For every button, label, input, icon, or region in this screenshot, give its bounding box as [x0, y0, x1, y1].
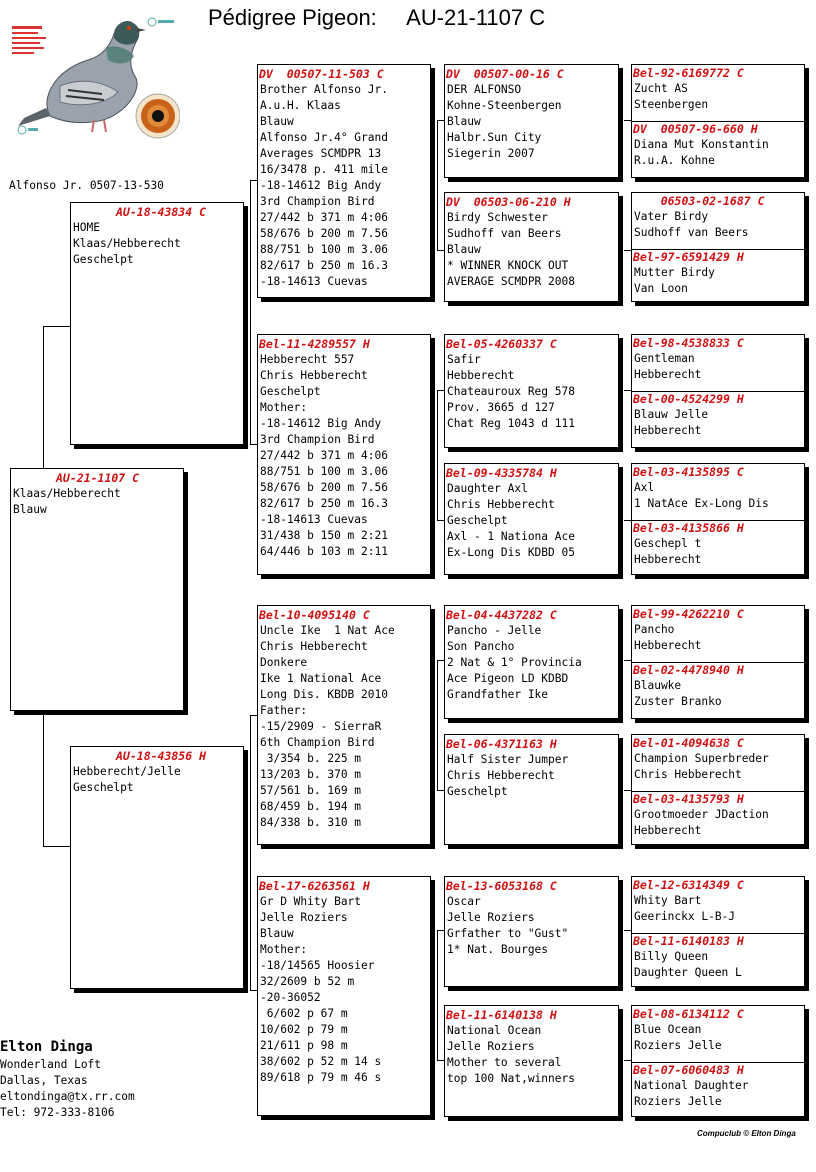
pigeon-info-line: Whity Bart [634, 894, 702, 907]
connector-line [250, 840, 251, 990]
pigeon-info-line: Birdy Schwester [447, 211, 549, 224]
pigeon-info-line: Jelle Roziers [447, 1040, 535, 1053]
pigeon-info-line: Chris Hebberecht [260, 369, 368, 382]
ring-number: Bel-13-6053168 C [446, 879, 557, 893]
pedigree-box-ssss [633, 66, 803, 113]
pedigree-box-pair [631, 192, 805, 302]
pigeon-info-line: Mother to several [447, 1056, 562, 1069]
pigeon-info-line: 16/3478 p. 411 mile [260, 163, 388, 176]
pigeon-info-line: A.u.H. Klaas [260, 99, 341, 112]
pigeon-info-line: Blauw [447, 115, 481, 128]
connector-line [250, 715, 257, 716]
pedigree-box-pair [631, 1005, 805, 1117]
pigeon-info-line: -20-36052 [260, 991, 321, 1004]
pedigree-box-dddd [633, 1063, 803, 1110]
pigeon-info-line: Mother: [260, 401, 308, 414]
pigeon-info-line: 89/618 p 79 m 46 s [260, 1071, 382, 1084]
pigeon-info-line: Uncle Ike 1 Nat Ace [260, 624, 395, 637]
ring-number: Bel-06-4371163 H [446, 737, 557, 751]
ring-number: Bel-03-4135866 H [633, 521, 744, 535]
pigeon-info-line: Chris Hebberecht [260, 640, 368, 653]
pigeon-info-line: Geschelpt [447, 514, 508, 527]
pedigree-box-pair [631, 734, 805, 845]
pedigree-box-dsds [633, 736, 803, 783]
pigeon-info-line: Hebberecht 557 [260, 353, 355, 366]
pigeon-info-line: 1* Nat. Bourges [447, 943, 549, 956]
pigeon-info-line: Kohne-Steenbergen [447, 99, 562, 112]
connector-line [624, 790, 631, 791]
page-title: Pédigree Pigeon: AU-21-1107 C [208, 5, 546, 30]
pigeon-info-line: Donkere [260, 656, 308, 669]
pigeon-info-line: Blauw Jelle [634, 408, 709, 421]
pigeon-info-line: 88/751 b 100 m 3.06 [260, 243, 388, 256]
pigeon-info-line: Grootmoeder JDaction [634, 808, 769, 821]
pigeon-info-line: Ace Pigeon LD KDBD [447, 672, 569, 685]
ring-number: Bel-11-4289557 H [259, 337, 370, 351]
pigeon-info-line: 84/338 b. 310 m [260, 816, 362, 829]
pigeon-info-line: 64/446 b 103 m 2:11 [260, 545, 388, 558]
ring-number: Bel-01-4094638 C [633, 736, 744, 750]
pigeon-info-line: Klaas/Hebberecht [73, 237, 181, 250]
ring-number: DV 00507-00-16 C [446, 67, 564, 81]
pedigree-box-sds [444, 334, 619, 448]
ring-number: Bel-17-6263561 H [259, 879, 370, 893]
pedigree-box-ddds [633, 1007, 803, 1054]
pigeon-info-line: Half Sister Jumper [447, 753, 569, 766]
pigeon-info-line: Chris Hebberecht [447, 769, 555, 782]
pigeon-info-line: 27/442 b 371 m 4:06 [260, 449, 388, 462]
pigeon-info-line: Steenbergen [634, 98, 709, 111]
ring-number: Bel-10-4095140 C [259, 608, 370, 622]
pedigree-box-sire [70, 202, 244, 445]
ring-number: Bel-98-4538833 C [633, 336, 744, 350]
ring-number: Bel-12-6314349 C [633, 878, 744, 892]
pigeon-info-line: Hebberecht [634, 553, 702, 566]
pedigree-box-sdd [444, 463, 619, 575]
pigeon-info-line: 21/611 p 98 m [260, 1039, 348, 1052]
pigeon-info-line: Hebberecht [634, 824, 702, 837]
pigeon-info-line: Hebberecht [447, 369, 515, 382]
pigeon-info-line: R.u.A. Kohne [634, 154, 715, 167]
pigeon-info-line: Mutter Birdy [634, 266, 715, 279]
pigeon-info-line: Chris Hebberecht [447, 498, 555, 511]
connector-line [437, 520, 444, 521]
pigeon-info-line: Pancho [634, 623, 675, 636]
ring-number: Bel-08-6134112 C [633, 1007, 744, 1021]
connector-line [250, 444, 257, 445]
ring-number: Bel-04-4437282 C [446, 608, 557, 622]
pigeon-info-line: Axl - 1 Nationa Ace [447, 530, 575, 543]
pigeon-info-line: Roziers Jelle [634, 1039, 722, 1052]
pigeon-info-line: 27/442 b 371 m 4:06 [260, 211, 388, 224]
pigeon-info-line: 58/676 b 200 m 7.56 [260, 481, 388, 494]
ring-number: Bel-09-4335784 H [446, 466, 557, 480]
pigeon-info-line: Chateauroux Reg 578 [447, 385, 575, 398]
pigeon-info-line: Geschelpt [447, 785, 508, 798]
pigeon-info-line: Roziers Jelle [634, 1095, 722, 1108]
connector-line [43, 326, 70, 327]
pigeon-info-line: Mother: [260, 943, 308, 956]
pigeon-info-line: Geschelpt [260, 385, 321, 398]
connector-line [43, 326, 44, 468]
pigeon-info-line: Geschelpt [73, 781, 134, 794]
pedigree-box-ss [257, 64, 431, 298]
pigeon-info-line: Sudhoff van Beers [447, 227, 562, 240]
pigeon-info-line: Gentleman [634, 352, 695, 365]
owner-email: eltondinga@tx.rr.com [0, 1090, 135, 1103]
owner-phone: Tel: 972-333-8106 [0, 1106, 115, 1119]
pigeon-eye-inset [136, 94, 180, 138]
pigeon-info-line: 58/676 b 200 m 7.56 [260, 227, 388, 240]
owner-loft: Wonderland Loft [0, 1058, 102, 1071]
ring-number: AU-21-1107 C [56, 471, 140, 485]
pigeon-info-line: 82/617 b 250 m 16.3 [260, 259, 388, 272]
connector-line [437, 120, 444, 121]
pedigree-box-sd [257, 334, 431, 575]
connector-line [250, 180, 251, 324]
connector-line [250, 715, 251, 840]
connector-line [437, 660, 438, 790]
pigeon-info-line: Son Pancho [447, 640, 515, 653]
pedigree-box-ssds [633, 194, 803, 241]
pigeon-info-line: 32/2609 b 52 m [260, 975, 355, 988]
pigeon-info-line: Geschelpt [73, 253, 134, 266]
pigeon-info-line: 3rd Champion Bird [260, 433, 375, 446]
connector-line [250, 324, 251, 444]
ring-number: Bel-92-6169772 C [633, 66, 744, 80]
pedigree-box-dssd [633, 663, 803, 710]
pigeon-info-line: Geerinckx L-B-J [634, 910, 736, 923]
pigeon-info-line: -15/2909 - SierraR [260, 720, 382, 733]
connector-line [437, 120, 438, 250]
pigeon-info-line: Daughter Axl [447, 482, 528, 495]
connector-line [624, 520, 631, 521]
pedigree-box-ddd [444, 1005, 619, 1117]
pigeon-info-line: Billy Queen [634, 950, 709, 963]
pigeon-info-line: Ike 1 National Ace [260, 672, 382, 685]
pigeon-info-line: Geschepl t [634, 537, 702, 550]
pigeon-info-line: Pancho - Jelle [447, 624, 542, 637]
ring-number: Bel-03-4135793 H [633, 792, 744, 806]
connector-line [624, 120, 631, 121]
pedigree-box-pair [631, 334, 805, 448]
connector-line [624, 250, 631, 251]
pigeon-info-line: Zucht AS [634, 82, 688, 95]
pigeon-info-line: -18-14612 Big Andy [260, 417, 382, 430]
pedigree-box-sddd [633, 521, 803, 568]
pigeon-info-line: Jelle Roziers [447, 911, 535, 924]
pigeon-info-line: Siegerin 2007 [447, 147, 535, 160]
pedigree-box-sdss [633, 336, 803, 383]
connector-line [624, 1060, 631, 1061]
pigeon-info-line: 68/459 b. 194 m [260, 800, 362, 813]
connector-line [437, 790, 444, 791]
pedigree-box-ssdd [633, 250, 803, 297]
owner-name: Elton Dinga [0, 1039, 93, 1055]
pigeon-info-line: Jelle Roziers [260, 911, 348, 924]
connector-line [437, 250, 444, 251]
pigeon-info-line: top 100 Nat,winners [447, 1072, 575, 1085]
pigeon-info-line: Blauw [260, 927, 294, 940]
pedigree-box-ddss [633, 878, 803, 925]
ring-number: DV 00507-96-660 H [633, 122, 758, 136]
ring-number: 06503-02-1687 C [633, 194, 765, 208]
pigeon-info-line: Gr D Whity Bart [260, 895, 362, 908]
pigeon-info-line: Vater Birdy [634, 210, 709, 223]
connector-line [624, 390, 631, 391]
ring-number: Bel-03-4135895 C [633, 465, 744, 479]
pigeon-info-line: National Daughter [634, 1079, 749, 1092]
connector-line [437, 1060, 444, 1061]
pigeon-info-line: National Ocean [447, 1024, 542, 1037]
pigeon-info-line: Brother Alfonso Jr. [260, 83, 388, 96]
pedigree-box-ssd [444, 192, 619, 302]
pedigree-box-dam [70, 746, 244, 989]
pigeon-info-line: 2 Nat & 1° Provincia [447, 656, 582, 669]
pedigree-box-pair [631, 605, 805, 719]
pigeon-info-line: Ex-Long Dis KDBD 05 [447, 546, 575, 559]
ring-number: Bel-11-6140183 H [633, 934, 744, 948]
connector-line [43, 846, 70, 847]
pigeon-info-line: 1 NatAce Ex-Long Dis [634, 497, 769, 510]
pigeon-info-line: 6/602 p 67 m [260, 1007, 348, 1020]
pedigree-box-sdsd [633, 392, 803, 439]
pedigree-box-dss [444, 605, 619, 719]
pedigree-box-dsss [633, 607, 803, 654]
pigeon-info-line: DER ALFONSO [447, 83, 522, 96]
connector-line [437, 930, 444, 931]
pigeon-info-line: Averages SCMDPR 13 [260, 147, 382, 160]
pedigree-box-sdds [633, 465, 803, 512]
loft-logo-red-text [12, 26, 46, 54]
pigeon-info-line: Oscar [447, 895, 481, 908]
pigeon-info-line: 88/751 b 100 m 3.06 [260, 465, 388, 478]
ring-number: DV 00507-11-503 C [259, 67, 384, 81]
pigeon-info-line: Long Dis. KBDB 2010 [260, 688, 388, 701]
pigeon-info-line: Blauw [447, 243, 481, 256]
pigeon-info-line: 3rd Champion Bird [260, 195, 375, 208]
pigeon-info-line: 57/561 b. 169 m [260, 784, 362, 797]
pedigree-box-dds [444, 876, 619, 987]
pigeon-info-line: Blauw [13, 503, 47, 516]
pigeon-info-line: Father: [260, 704, 308, 717]
pedigree-box-sss [444, 64, 619, 178]
pedigree-box-sssd [633, 122, 803, 169]
pedigree-box-subject [10, 468, 184, 711]
pigeon-info-line: 10/602 p 79 m [260, 1023, 348, 1036]
pigeon-info-line: 31/438 b 150 m 2:21 [260, 529, 388, 542]
pigeon-info-line: Safir [447, 353, 481, 366]
pigeon-info-line: -18-14612 Big Andy [260, 179, 382, 192]
pigeon-info-line: Hebberecht [634, 368, 702, 381]
pigeon-info-line: 82/617 b 250 m 16.3 [260, 497, 388, 510]
pigeon-info-line: Sudhoff van Beers [634, 226, 749, 239]
pigeon-info-line: Axl [634, 481, 655, 494]
owner-location: Dallas, Texas [0, 1074, 88, 1087]
connector-line [437, 390, 444, 391]
pigeon-info-line: Blauwke [634, 679, 682, 692]
pigeon-info-line: Alfonso Jr.4° Grand [260, 131, 388, 144]
owner-info [0, 1037, 135, 1121]
connector-line [624, 660, 631, 661]
connector-line [250, 180, 257, 181]
ring-number: DV 06503-06-210 H [446, 195, 571, 209]
connector-line [250, 990, 257, 991]
pedigree-box-dsd [444, 734, 619, 845]
ring-number: Bel-02-4478940 H [633, 663, 744, 677]
pigeon-info-line: Daughter Queen L [634, 966, 742, 979]
pigeon-info-line: Klaas/Hebberecht [13, 487, 121, 500]
pigeon-info-line: -18/14565 Hoosier [260, 959, 375, 972]
pigeon-info-line: Hebberecht/Jelle [73, 765, 181, 778]
footer-credit: Compuclub © Elton Dinga [697, 1129, 796, 1138]
ring-number: Bel-05-4260337 C [446, 337, 557, 351]
pigeon-info-line: HOME [73, 221, 100, 234]
pigeon-info-line: Diana Mut Konstantin [634, 138, 769, 151]
pedigree-box-dsdd [633, 792, 803, 839]
subject-pigeon-name: Alfonso Jr. 0507-13-530 [9, 179, 164, 192]
pigeon-info-line: 13/203 b. 370 m [260, 768, 362, 781]
pigeon-info-line: Hebberecht [634, 639, 702, 652]
pedigree-box-pair [631, 64, 805, 178]
pigeon-info-line: Chat Reg 1043 d 111 [447, 417, 575, 430]
pigeon-info-line: * WINNER KNOCK OUT [447, 259, 569, 272]
ring-number: Bel-00-4524299 H [633, 392, 744, 406]
ring-number: Bel-99-4262210 C [633, 607, 744, 621]
pigeon-info-line: 3/354 b. 225 m [260, 752, 362, 765]
pigeon-info-line: Champion Superbreder [634, 752, 769, 765]
connector-line [437, 930, 438, 1060]
pigeon-info-line: Hebberecht [634, 424, 702, 437]
pigeon-info-line: Blue Ocean [634, 1023, 702, 1036]
pedigree-box-pair [631, 876, 805, 987]
pigeon-info-line: Chris Hebberecht [634, 768, 742, 781]
connector-line [43, 711, 44, 846]
ring-number: Bel-97-6591429 H [633, 250, 744, 264]
pigeon-photo [10, 8, 180, 140]
pedigree-box-pair [631, 463, 805, 575]
pigeon-info-line: 38/602 p 52 m 14 s [260, 1055, 382, 1068]
connector-line [437, 660, 444, 661]
ring-number: AU-18-43856 H [116, 749, 207, 763]
pigeon-info-line: Grandfather Ike [447, 688, 549, 701]
pigeon-info-line: -18-14613 Cuevas [260, 513, 368, 526]
pigeon-info-line: Zuster Branko [634, 695, 722, 708]
pigeon-info-line: Halbr.Sun City [447, 131, 542, 144]
pedigree-box-dd [257, 876, 431, 1116]
pigeon-info-line: Prov. 3665 d 127 [447, 401, 555, 414]
pigeon-info-line: Van Loon [634, 282, 688, 295]
pigeon-info-line: Blauw [260, 115, 294, 128]
connector-line [624, 930, 631, 931]
ring-number: Bel-11-6140138 H [446, 1008, 557, 1022]
pedigree-box-ds [257, 605, 431, 845]
pigeon-info-line: Grfather to "Gust" [447, 927, 569, 940]
connector-line [437, 390, 438, 520]
pigeon-info-line: AVERAGE SCMDPR 2008 [447, 275, 575, 288]
ring-number: Bel-07-6060483 H [633, 1063, 744, 1077]
pigeon-info-line: 6th Champion Bird [260, 736, 375, 749]
pigeon-info-line: -18-14613 Cuevas [260, 275, 368, 288]
pedigree-box-ddsd [633, 934, 803, 981]
ring-number: AU-18-43834 C [116, 205, 207, 219]
